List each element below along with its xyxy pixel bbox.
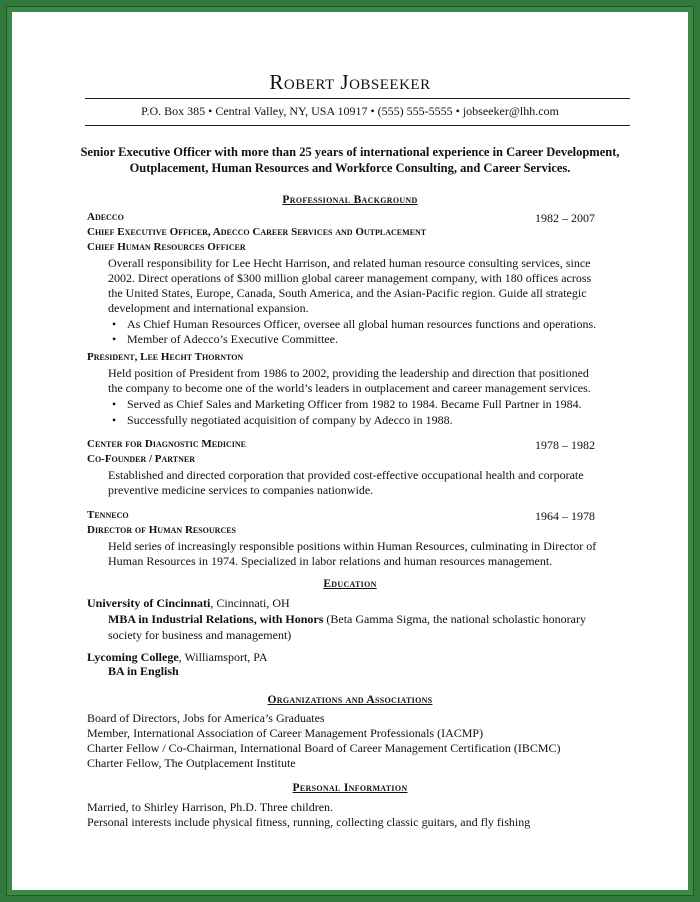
bullet-icon: • (112, 413, 117, 427)
bullet-item: Served as Chief Sales and Marketing Officer from 1982 to 1984. Became Full Partner in 1984. (127, 397, 582, 411)
desc-line: Held series of increasingly responsible positions within Human Resources, culminating in Director of (108, 539, 597, 553)
title-adecco-ceo: Chief Executive Officer, Adecco Career Services and Outplacement (87, 226, 427, 238)
candidate-name: Robert Jobseeker (269, 70, 431, 94)
desc-line: preventive medicine services to companies nationwide. (108, 483, 374, 497)
header-rule-top (85, 98, 630, 99)
organization-item: Charter Fellow / Co-Chairman, International Board of Career Management Certification (IBCMC) (87, 741, 561, 755)
education-degree-1-note: society for business and management) (108, 628, 292, 642)
desc-line: Held position of President from 1986 to 2002, providing the leadership and direction that positioned (108, 366, 589, 380)
desc-line: Overall responsibility for Lee Hecht Harrison, and related human resource consulting services, since (108, 256, 591, 270)
contact-line: P.O. Box 385 • Central Valley, NY, USA 10917 • (555) 555-5555 • jobseeker@lhh.com (141, 104, 559, 118)
title-adecco-chro: Chief Human Resources Officer (87, 241, 246, 253)
section-heading-personal: Personal Information (292, 782, 408, 794)
personal-item: Personal interests include physical fitness, running, collecting classic guitars, and fly fishing (87, 815, 531, 829)
education-school-1: University of Cincinnati, Cincinnati, OH (87, 596, 290, 610)
title-tenneco: Director of Human Resources (87, 524, 237, 536)
company-adecco: Adecco (87, 211, 124, 223)
resume-page (12, 12, 688, 890)
desc-line: development and international expansion. (108, 301, 309, 315)
education-degree-2: BA in English (108, 664, 179, 678)
desc-line: the company to become one of the world’s leaders in outplacement and career management services. (108, 381, 591, 395)
personal-item: Married, to Shirley Harrison, Ph.D. Three children. (87, 800, 334, 814)
section-heading-education: Education (323, 578, 377, 590)
desc-line: Established and directed corporation that provided cost-effective occupational health and corporate (108, 468, 584, 482)
education-degree-1: MBA in Industrial Relations, with Honors (Beta Gamma Sigma, the national scholastic honorary (108, 612, 586, 626)
section-heading-professional: Professional Background (282, 194, 418, 206)
section-heading-organizations: Organizations and Associations (267, 694, 433, 706)
bullet-icon: • (112, 317, 117, 331)
desc-line: 2002. Direct operations of $300 million global career management company, with 180 offices across (108, 271, 592, 285)
bullet-item: As Chief Human Resources Officer, oversee all global human resources functions and operations. (127, 317, 597, 331)
company-tenneco: Tenneco (87, 509, 129, 521)
title-lhh-president: President, Lee Hecht Thornton (87, 351, 244, 363)
company-cdm: Center for Diagnostic Medicine (87, 438, 246, 450)
organization-item: Charter Fellow, The Outplacement Institute (87, 756, 296, 770)
organization-item: Board of Directors, Jobs for America’s Graduates (87, 711, 325, 725)
education-school-2: Lycoming College, Williamsport, PA (87, 650, 268, 664)
bullet-icon: • (112, 332, 117, 346)
dates-cdm: 1978 – 1982 (535, 438, 595, 452)
desc-line: Human Resources in 1974. Specialized in labor relations and human resources management. (108, 554, 553, 568)
desc-line: the United States, Europe, Canada, South America, and the Asian-Pacific region. Guide all strategic (108, 286, 587, 300)
dates-tenneco: 1964 – 1978 (535, 509, 595, 523)
dates-adecco: 1982 – 2007 (535, 211, 595, 225)
bullet-item: Member of Adecco’s Executive Committee. (127, 332, 338, 346)
bullet-item: Successfully negotiated acquisition of company by Adecco in 1988. (127, 413, 453, 427)
header-rule-bottom (85, 125, 630, 126)
summary-line-2: Outplacement, Human Resources and Workforce Consulting, and Career Services. (129, 161, 571, 175)
title-cdm: Co-Founder / Partner (87, 453, 195, 465)
summary-line-1: Senior Executive Officer with more than 25 years of international experience in Career Development, (80, 145, 620, 159)
organization-item: Member, International Association of Career Management Professionals (IACMP) (87, 726, 484, 740)
bullet-icon: • (112, 397, 117, 411)
